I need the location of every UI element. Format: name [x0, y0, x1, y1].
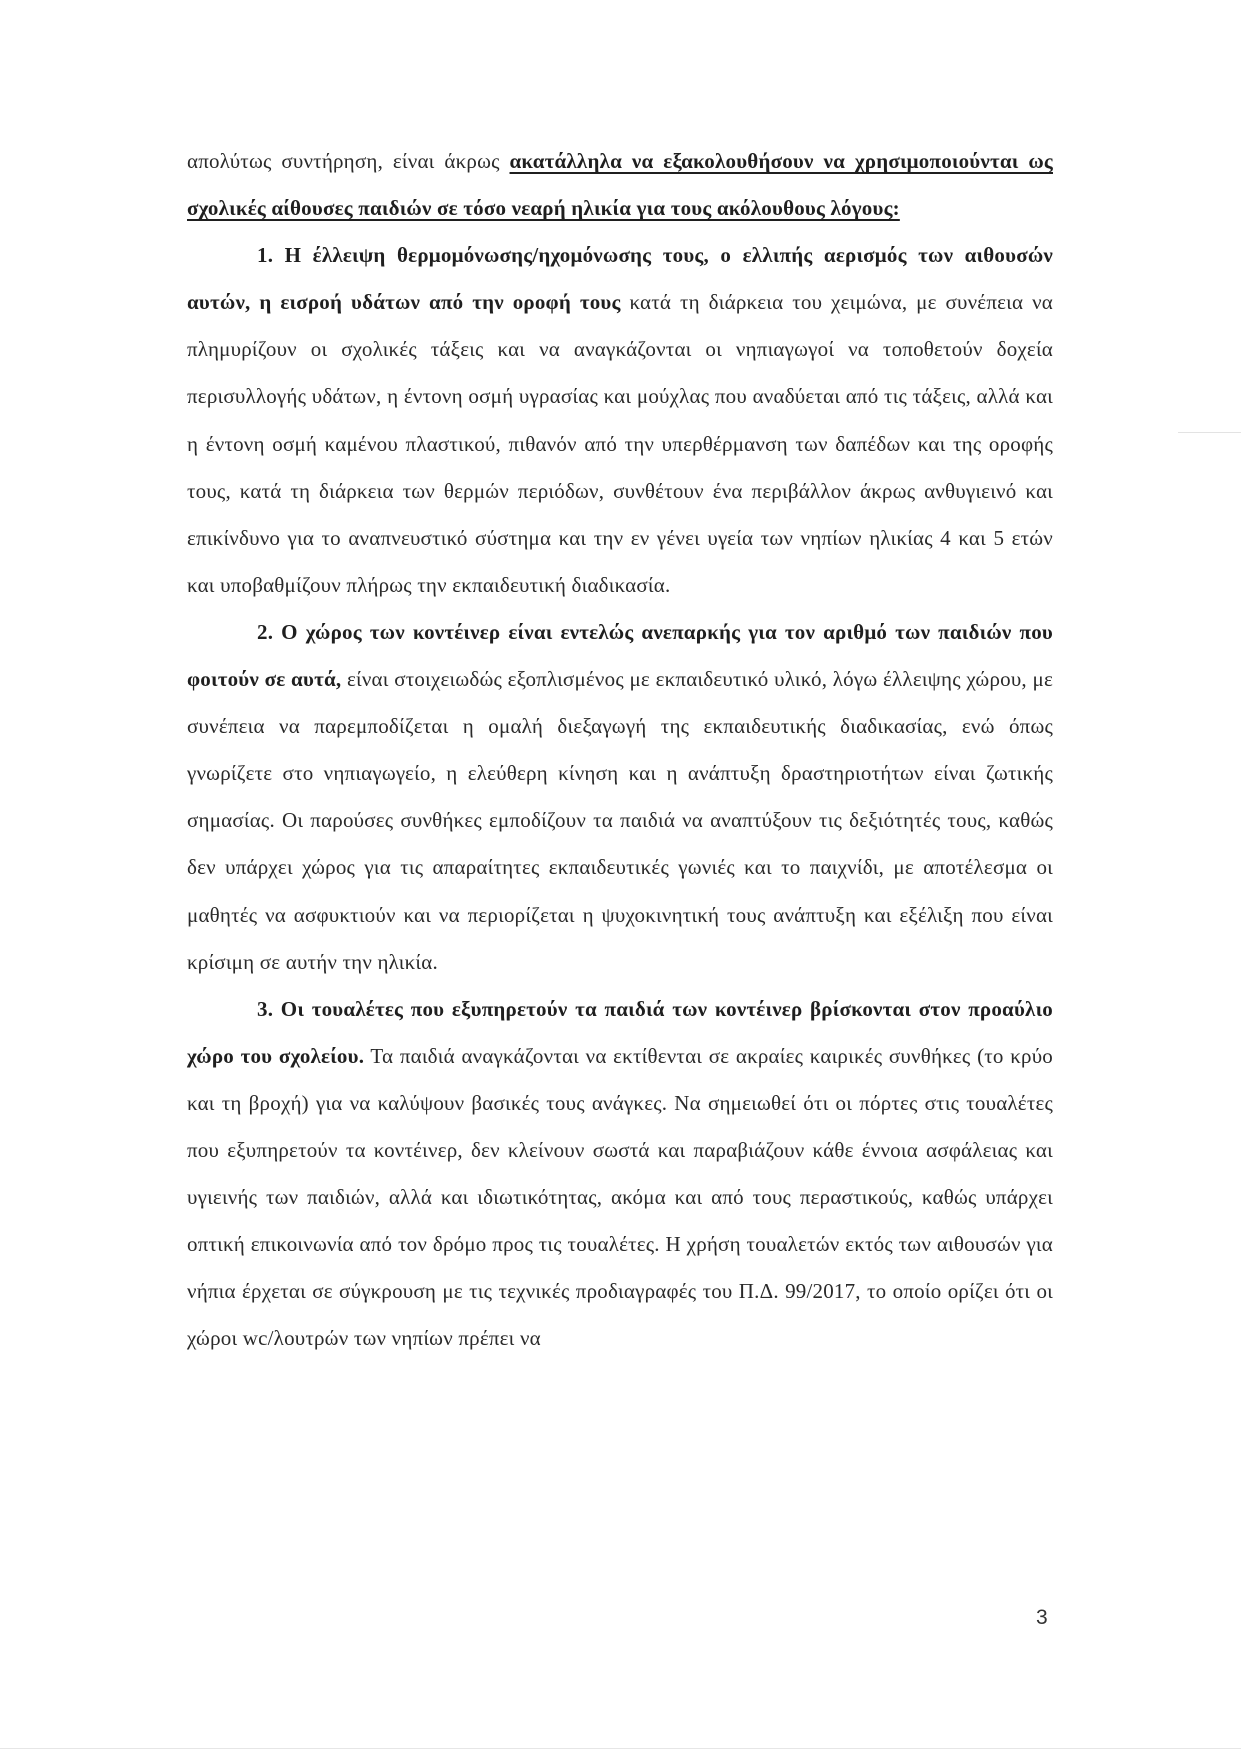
item-2-paragraph: [187, 609, 1053, 986]
intro-underlined-text: ακατάλληλα να εξακολουθήσουν να χρησιμοποιούνται ως σχολικές αίθουσες παιδιών σε τόσο νεαρή ηλικία για τους ακόλουθους λόγους:: [187, 149, 1053, 221]
item-3-heading: 3. Οι τουαλέτες που εξυπηρετούν τα παιδιά των κοντέινερ βρίσκονται στον προαύλιο χώρο του σχολείου.: [187, 996, 1053, 1068]
item-1-paragraph: [187, 232, 1053, 609]
item-1-heading: 1. Η έλλειψη θερμομόνωσης/ηχομόνωσης τους, ο ελλιπής αερισμός των αιθουσών αυτών, η εισροή υδάτων από την οροφή τους: [187, 243, 1053, 315]
scan-artifact-line: [1178, 432, 1241, 433]
item-2-heading: 2. Ο χώρος των κοντέινερ είναι εντελώς ανεπαρκής για τον αριθμό των παιδιών που φοιτούν σε αυτά,: [187, 619, 1053, 692]
intro-paragraph: [187, 138, 1053, 232]
item-2-text: είναι στοιχειωδώς εξοπλισμένος με εκπαιδευτικό υλικό, λόγω έλλειψης χώρου, με συνέπεια να παρεμποδίζεται η ομαλή διεξαγωγή της εκπαιδευτικής διαδικασίας, ενώ όπως γνωρίζετε στο νηπιαγωγείο, η ελεύθερη κίνηση και η ανάπτυξη δραστηριοτήτων είναι ζωτικής σημασίας. Οι παρούσες συνθήκες εμποδίζουν τα παιδιά να αναπτύξουν τις δεξιότητές τους, καθώς δεν υπάρχει χώρος για τις απαραίτητες εκπαιδευτικές γωνιές και το παιχνίδι, με αποτέλεσμα οι μαθητές να ασφυκτιούν και να περιορίζεται η ψυχοκινητική τους ανάπτυξη και εξέλιξη που είναι κρίσιμη σε αυτήν την ηλικία.: [187, 667, 1054, 974]
item-3-paragraph: [187, 986, 1053, 1363]
document-body: [187, 138, 1053, 1362]
item-3-text: Τα παιδιά αναγκάζονται να εκτίθενται σε ακραίες καιρικές συνθήκες (το κρύο και τη βροχή) για να καλύψουν βασικές τους ανάγκες. Να σημειωθεί ότι οι πόρτες στις τουαλέτες που εξυπηρετούν τα κοντέινερ, δεν κλείνουν σωστά και παραβιάζουν κάθε έννοια ασφάλειας και υγιεινής των παιδιών, αλλά και ιδιωτικότητας, ακόμα και από τους περαστικούς, καθώς υπάρχει οπτική επικοινωνία από τον δρόμο προς τις τουαλέτες. Η χρήση τουαλετών εκτός των αιθουσών για νήπια έρχεται σε σύγκρουση με τις τεχνικές προδιαγραφές του Π.Δ. 99/2017, το οποίο ορίζει ότι οι χώροι wc/λουτρών των νηπίων πρέπει να: [187, 1043, 1053, 1351]
item-1-text: κατά τη διάρκεια του χειμώνα, με συνέπεια να πλημυρίζουν οι σχολικές τάξεις και να αναγκάζονται οι νηπιαγωγοί να τοποθετούν δοχεία περισυλλογής υδάτων, η έντονη οσμή υγρασίας και μούχλας που αναδύεται από τις τάξεις, αλλά και η έντονη οσμή καμένου πλαστικού, πιθανόν από την υπερθέρμανση των δαπέδων και της οροφής τους, κατά τη διάρκεια των θερμών περιόδων, συνθέτουν ένα περιβάλλον άκρως ανθυγιεινό και επικίνδυνο για το αναπνευστικό σύστημα και την εν γένει υγεία των νηπίων ηλικίας 4 και 5 ετών και υποβαθμίζουν πλήρως την εκπαιδευτική διαδικασία.: [187, 290, 1053, 597]
page-number: 3: [1036, 1606, 1048, 1629]
intro-text: απολύτως συντήρηση, είναι άκρως: [187, 149, 510, 173]
page-bottom-edge: [0, 1748, 1241, 1749]
